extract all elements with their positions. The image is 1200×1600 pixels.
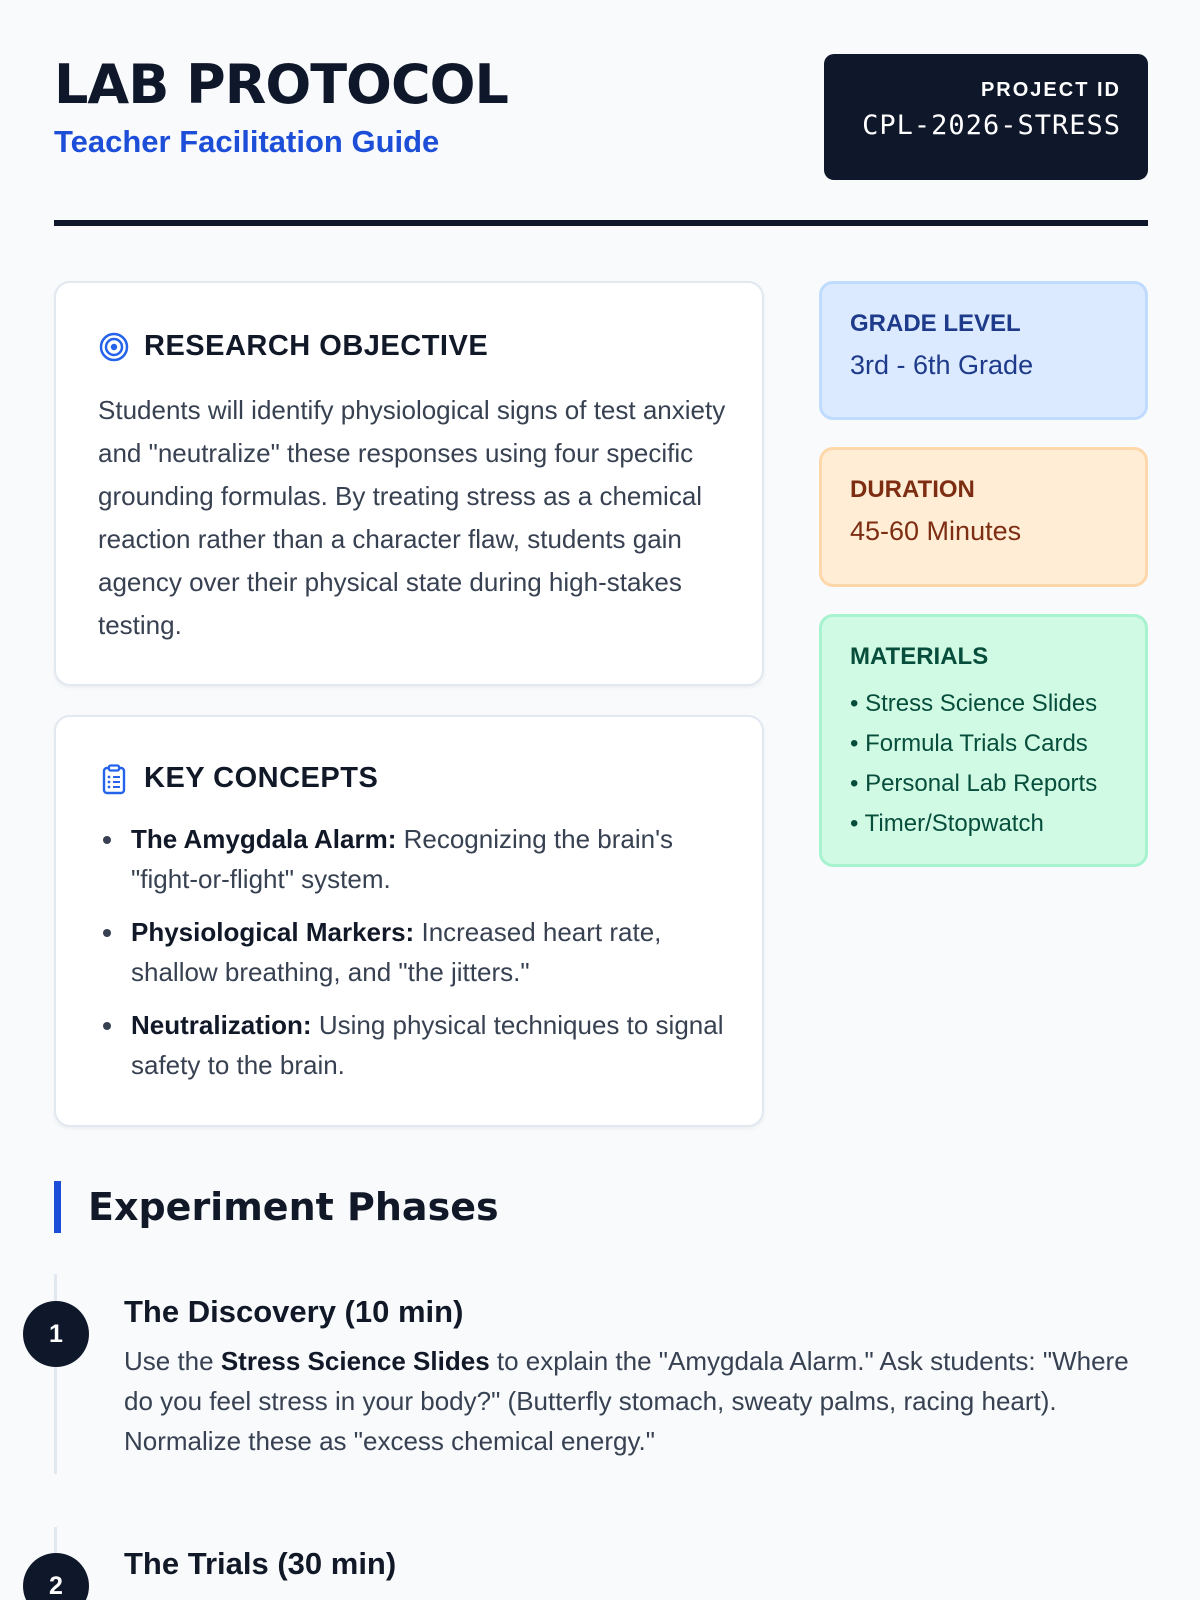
key-concepts-list [98, 819, 728, 1098]
phase-number-badge: 1 [23, 1301, 89, 1367]
page-subtitle: Teacher Facilitation Guide [54, 124, 440, 159]
grade-level-value: 3rd - 6th Grade [850, 350, 1034, 380]
research-objective-text: Students will identify physiological signs of test anxiety and "neutralize" these responses using four specific grounding formulas. By treating stress as a chemical reaction rather than a character flaw, students gain agency over their physical state during high-stakes testing. [98, 395, 726, 640]
key-concepts-title: KEY CONCEPTS [144, 762, 379, 794]
concept-text: Recognizing the brain's "fight-or-flight" system. [131, 824, 674, 894]
duration-title: DURATION [850, 476, 975, 503]
experiment-phases-heading [54, 1181, 499, 1233]
materials-title: MATERIALS [850, 643, 989, 670]
research-objective-heading [98, 330, 488, 363]
research-objective-card [54, 281, 764, 686]
list-item: • Stress Science Slides [850, 690, 1098, 717]
header [54, 54, 1148, 184]
phase-number-badge: 2 [23, 1553, 89, 1600]
project-id-badge [824, 54, 1148, 180]
key-concepts-card [54, 715, 764, 1127]
duration-value: 45-60 Minutes [850, 516, 1022, 546]
materials-box [819, 614, 1148, 867]
list-item: • Personal Lab Reports [850, 770, 1098, 797]
grade-level-title: GRADE LEVEL [850, 310, 1021, 337]
materials-list [850, 684, 1145, 844]
project-id-label: PROJECT ID [980, 79, 1121, 101]
research-objective-title: RESEARCH OBJECTIVE [144, 330, 489, 362]
page-title: LAB PROTOCOL [54, 53, 508, 116]
target-icon [98, 331, 130, 363]
phase-text-part: to explain the "Amygdala Alarm." Ask students: "Where do you feel stress in your body?" (Butterfly stomach, sweaty palms, racing heart). Normalize these as "excess chemical energy." [124, 1346, 1129, 1456]
concept-text: Using physical techniques to signal safety to the brain. [131, 1010, 724, 1080]
phase-title: The Trials (30 min) [124, 1546, 397, 1581]
concept-term: Physiological Markers: [131, 917, 415, 947]
list-item: • Formula Trials Cards [850, 730, 1088, 757]
project-id-value: CPL-2026-STRESS [862, 110, 1121, 141]
header-divider [54, 220, 1148, 226]
concept-term: Neutralization: [131, 1010, 312, 1040]
phase-text-emphasis: Stress Science Slides [220, 1346, 490, 1376]
list-item [98, 819, 728, 899]
phase-description [124, 1341, 1144, 1461]
phase-text-part: Use the [124, 1346, 221, 1376]
clipboard-icon [98, 763, 130, 795]
key-concepts-heading [98, 762, 378, 795]
phase-title: The Discovery (10 min) [124, 1294, 464, 1329]
grade-level-box [819, 281, 1148, 420]
list-item: • Timer/Stopwatch [850, 810, 1044, 837]
list-item [98, 1005, 728, 1085]
list-item [98, 912, 728, 992]
concept-term: The Amygdala Alarm: [131, 824, 397, 854]
duration-box [819, 447, 1148, 587]
section-title: Experiment Phases [88, 1185, 499, 1229]
concept-text: Increased heart rate, shallow breathing, and "the jitters." [131, 917, 662, 987]
